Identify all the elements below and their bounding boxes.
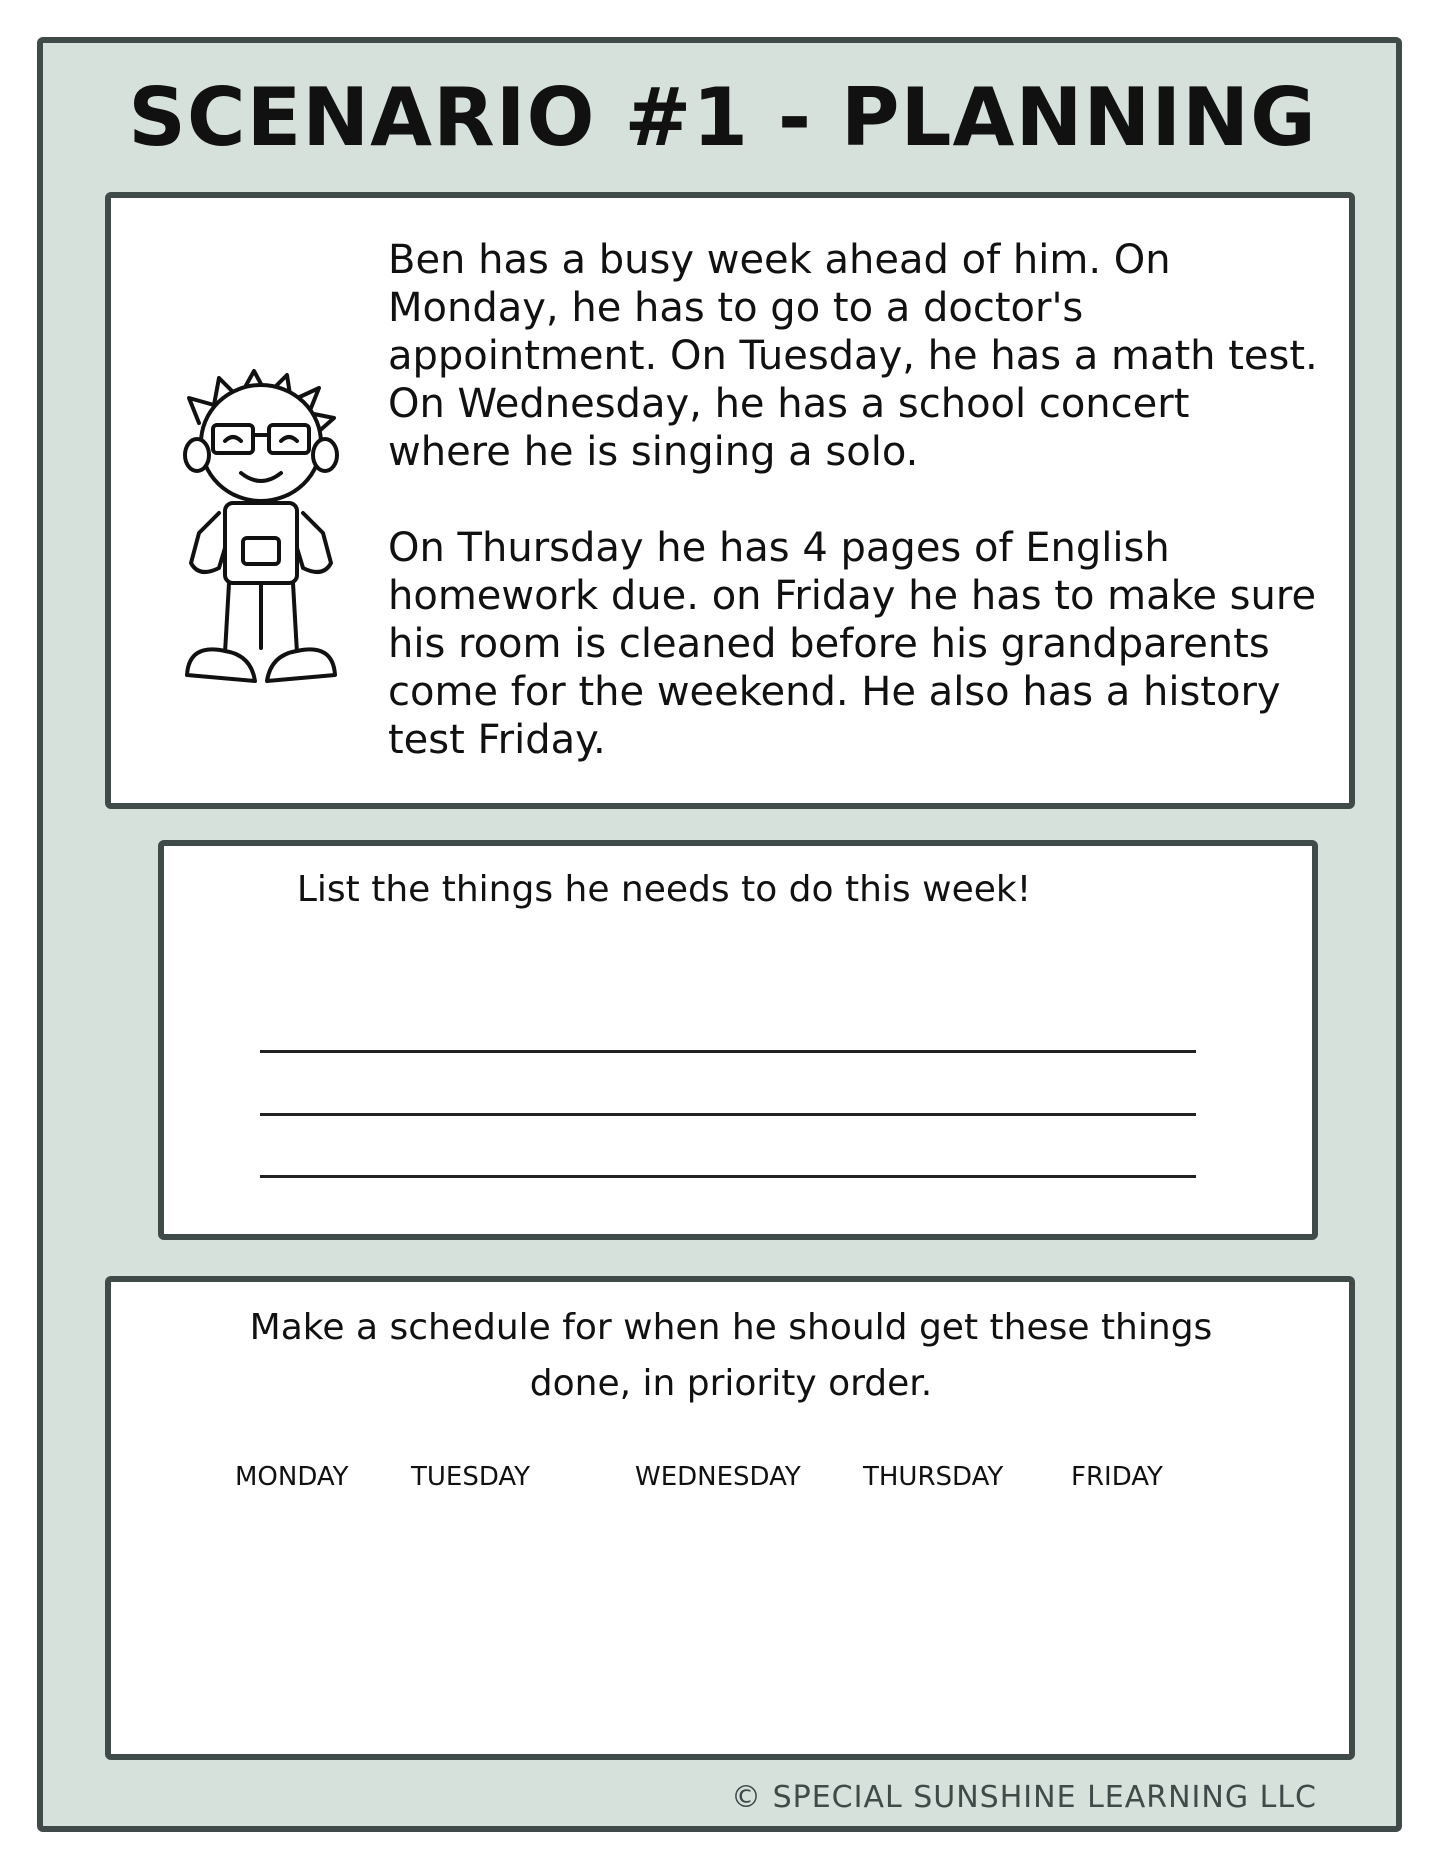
day-label-tuesday: TUESDAY [411,1462,531,1492]
schedule-panel [105,1276,1355,1760]
day-label-friday: FRIDAY [1071,1462,1163,1492]
answer-line-2[interactable] [260,1113,1196,1116]
answer-line-1[interactable] [260,1050,1196,1053]
story-paragraph-2: On Thursday he has 4 pages of English homework due. on Friday he has to make sure his room is cleaned before his grandparents come for the weekend. He also has a history test Friday. [388,525,1317,763]
answer-line-3[interactable] [260,1175,1196,1178]
boy-with-glasses-icon [169,363,359,703]
todo-list-panel [158,840,1318,1240]
schedule-prompt: Make a schedule for when he should get these things done, in priority order. [249,1307,1213,1404]
story-paragraph-1: Ben has a busy week ahead of him. On Monday, he has to go to a doctor's appointment. On Tuesday, he has a math test. On Wednesday, he has a school concert where he is singing a solo. [388,237,1318,475]
day-label-thursday: THURSDAY [863,1462,1004,1492]
day-label-wednesday: WEDNESDAY [635,1462,801,1492]
page-title: SCENARIO #1 - PLANNING [128,71,1317,164]
story-panel [105,192,1355,809]
story-text [388,236,1318,764]
list-prompt: List the things he needs to do this week! [296,869,1032,910]
copyright-footer: © SPECIAL SUNSHINE LEARNING LLC [731,1780,1317,1815]
day-label-monday: MONDAY [235,1462,349,1492]
